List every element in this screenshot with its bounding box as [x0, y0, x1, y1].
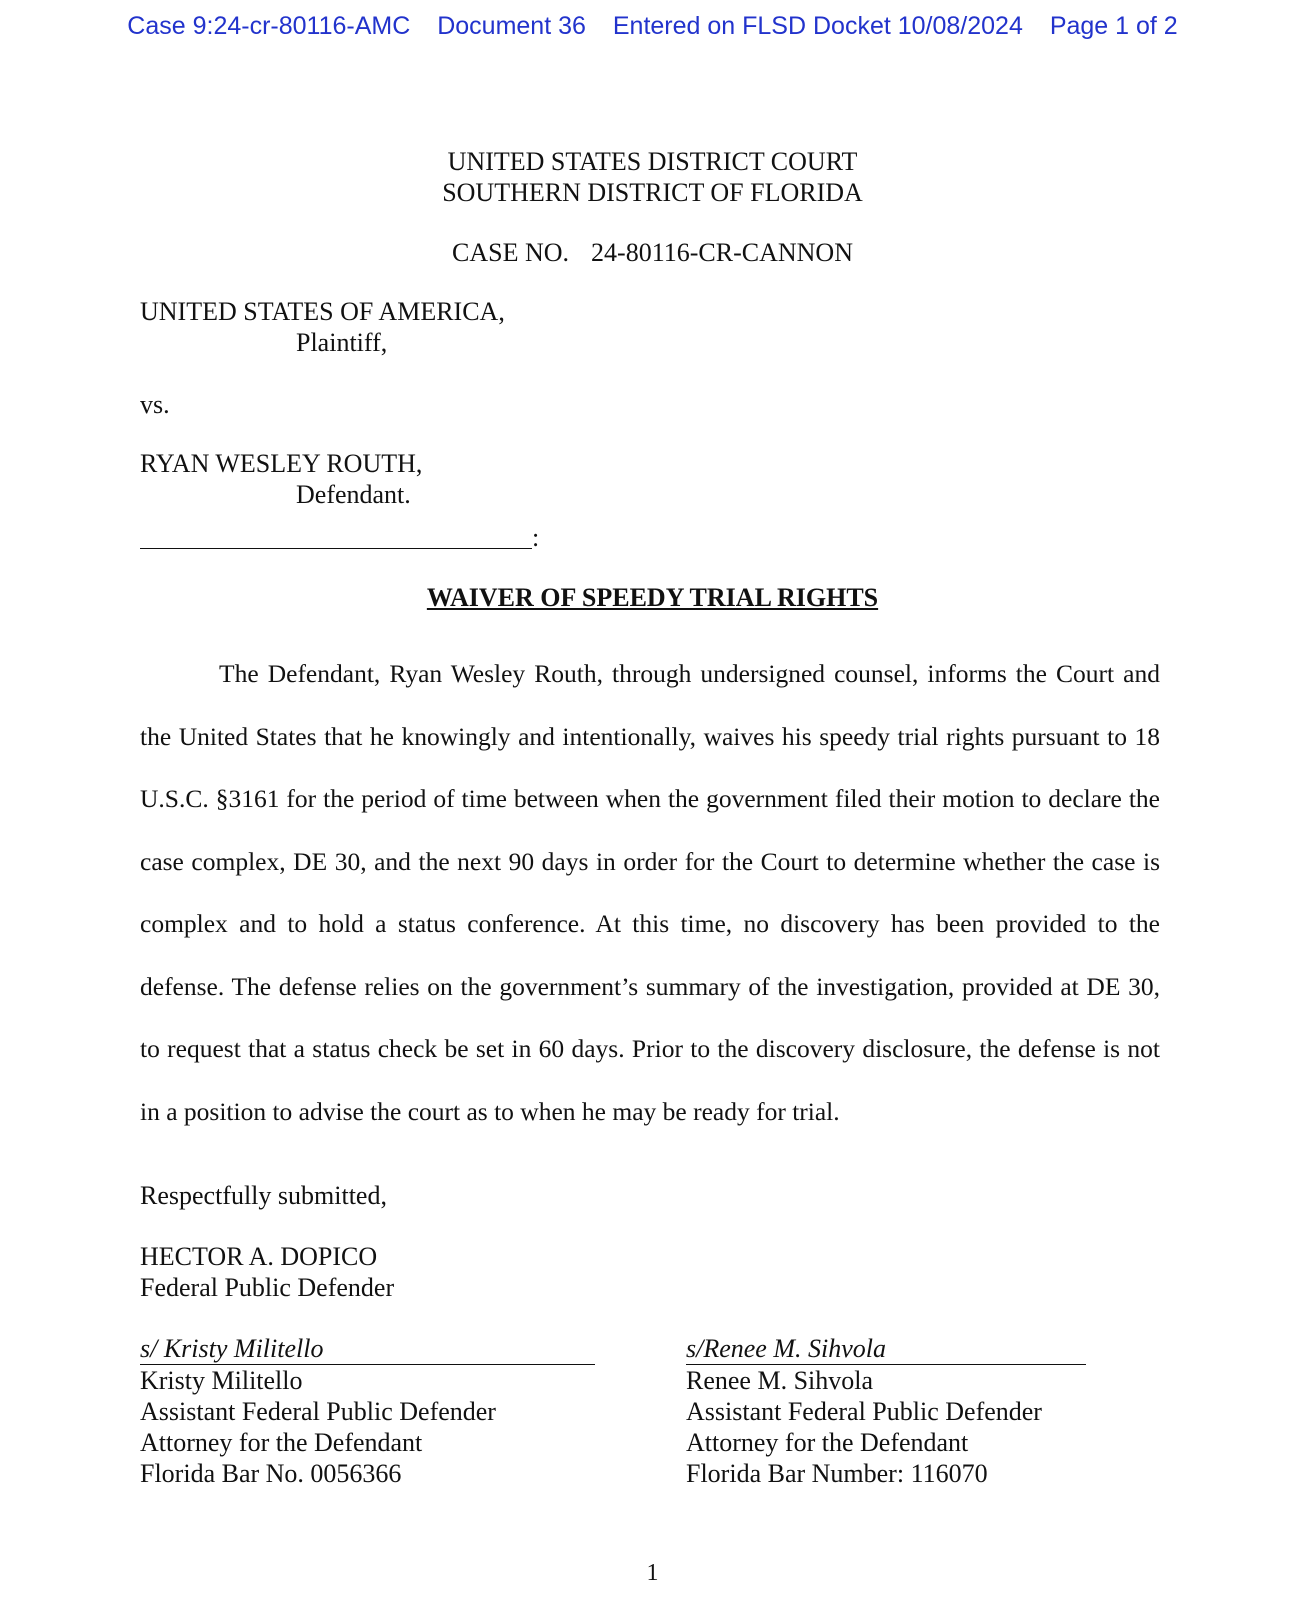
court-line-2: SOUTHERN DISTRICT OF FLORIDA — [442, 178, 863, 207]
case-number — [0, 238, 1305, 268]
stamp-case: Case 9:24-cr-80116-AMC — [127, 12, 411, 40]
docket-stamp — [0, 12, 1305, 41]
document-title: WAIVER OF SPEEDY TRIAL RIGHTS — [426, 583, 879, 612]
stamp-document: Document 36 — [437, 12, 586, 40]
versus: vs. — [140, 390, 170, 419]
case-number-value: 24-80116-CR-CANNON — [591, 238, 853, 267]
signature-block-2 — [686, 1333, 1086, 1489]
signature-block-1 — [140, 1333, 595, 1489]
closing: Respectfully submitted, — [140, 1181, 387, 1210]
court-heading — [0, 146, 1305, 208]
signer-role-1: Attorney for the Defendant — [140, 1428, 423, 1457]
plaintiff-name: UNITED STATES OF AMERICA, — [140, 297, 505, 326]
signature-line-1: s/ Kristy Militello — [140, 1333, 595, 1365]
defendant-role: Defendant. — [296, 480, 411, 509]
signer-title-1: Assistant Federal Public Defender — [140, 1397, 496, 1426]
signer-bar-2: Florida Bar Number: 116070 — [686, 1459, 988, 1488]
caption-rule — [140, 548, 532, 549]
signer-role-2: Attorney for the Defendant — [686, 1428, 969, 1457]
stamp-entered: Entered on FLSD Docket 10/08/2024 — [612, 12, 1023, 40]
signer-name-2: Renee M. Sihvola — [686, 1366, 874, 1395]
defendant-name: RYAN WESLEY ROUTH, — [140, 449, 423, 478]
office-title: Federal Public Defender — [140, 1273, 395, 1302]
office-block — [140, 1241, 394, 1303]
signer-title-2: Assistant Federal Public Defender — [686, 1397, 1042, 1426]
plaintiff-role: Plaintiff, — [296, 328, 388, 357]
case-number-label: CASE NO. — [452, 238, 570, 267]
caption-colon: : — [532, 523, 540, 552]
signer-bar-1: Florida Bar No. 0056366 — [140, 1459, 402, 1488]
stamp-page: Page 1 of 2 — [1049, 12, 1178, 40]
office-name: HECTOR A. DOPICO — [140, 1242, 378, 1271]
body-paragraph: The Defendant, Ryan Wesley Routh, through undersigned counsel, informs the Court and the United States that he knowingly and intentionally, waives his speedy trial rights pursuant to 18 U.S.C. §3161 for the period of time between when the government filed their motion to declare the case complex, DE 30, and the next 90 days in order for the Court to determine whether the case is complex and to hold a status conference. At this time, no discovery has been provided to the defense. The defense relies on the government’s summary of the investigation, provided at DE 30, to request that a status check be set in 60 days. Prior to the discovery disclosure, the defense is not in a position to advise the court as to when he may be ready for trial. — [140, 659, 1160, 1126]
signer-name-1: Kristy Militello — [140, 1366, 303, 1395]
page-number: 1 — [646, 1560, 659, 1586]
signature-line-2: s/Renee M. Sihvola — [686, 1333, 1086, 1365]
court-line-1: UNITED STATES DISTRICT COURT — [447, 147, 858, 176]
